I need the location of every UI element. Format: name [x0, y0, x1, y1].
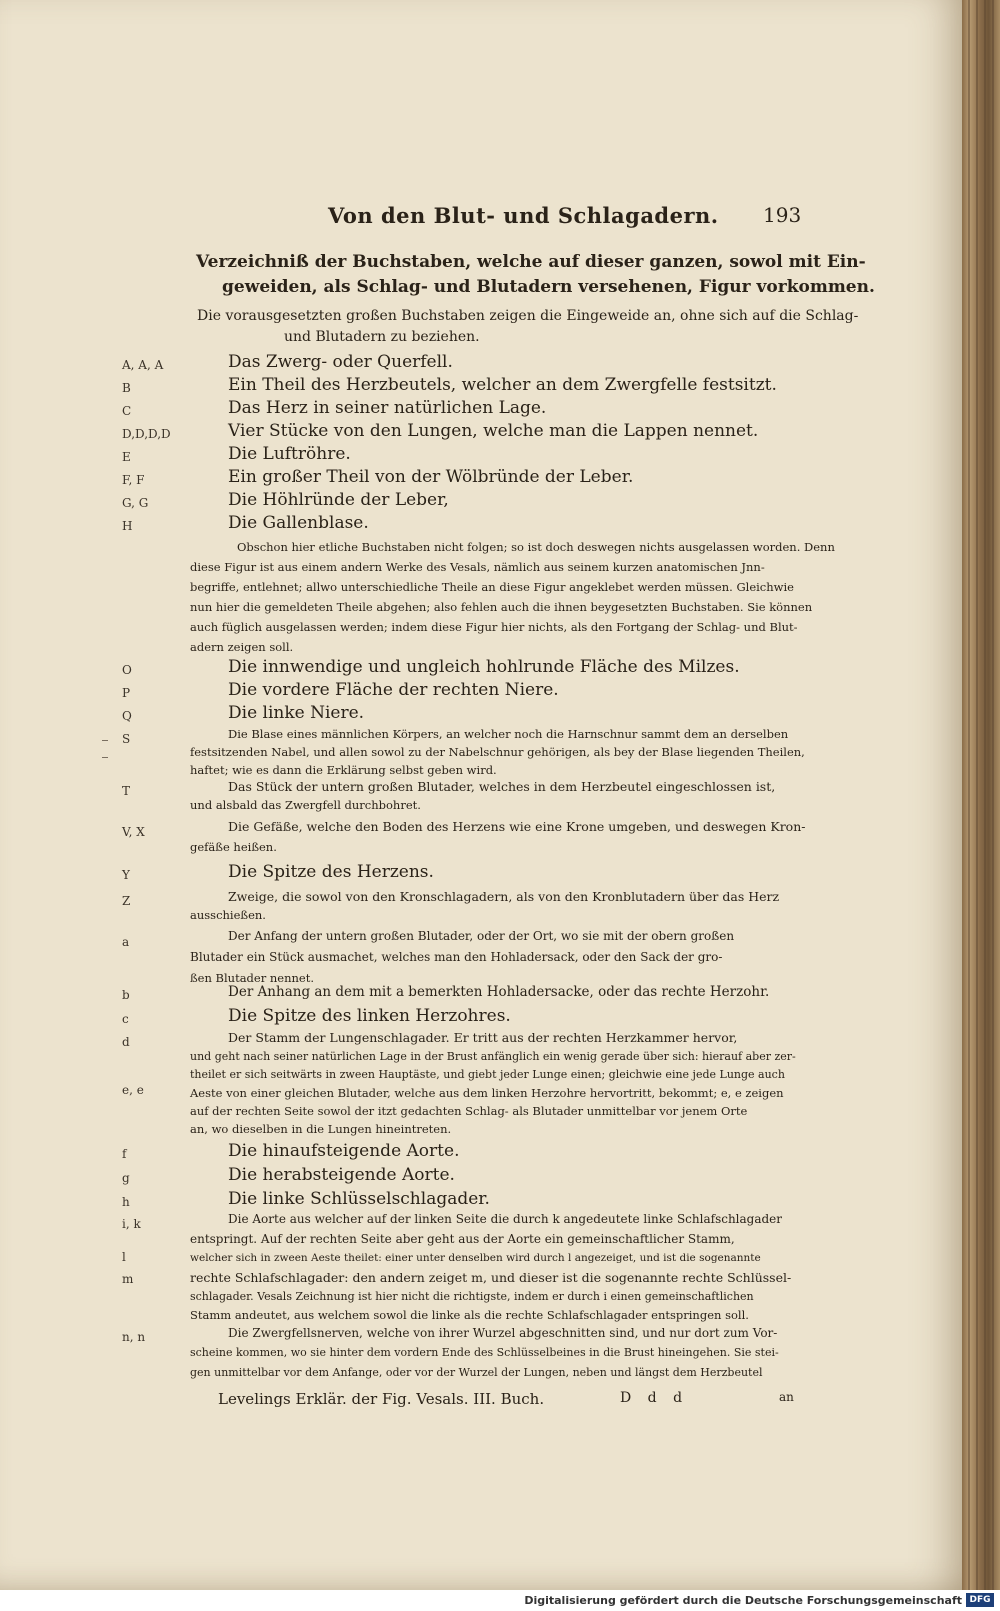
note-line-2: diese Figur ist aus einem andern Werke des Vesals, nämlich aus seinem kurzen anatomischen Jnn-	[190, 560, 765, 574]
entry-O: Die innwendige und ungleich hohlrunde Fläche des Milzes.	[228, 657, 740, 677]
note-line-3: begriffe, entlehnet; allwo unterschiedliche Theile an diese Figur angeklebet werden müssen. Gleichwie	[190, 580, 794, 594]
a-line-2: Blutader ein Stück ausmachet, welches man den Hohladersack, oder den Sack der gro-	[190, 950, 723, 964]
t-line-2: und alsbald das Zwergfell durchbohret.	[190, 798, 421, 812]
letter-S: S	[122, 732, 131, 746]
title-line-2: geweiden, als Schlag- und Blutadern versehenen, Figur vorkommen.	[222, 277, 875, 297]
note-line-4: nun hier die gemeldeten Theile abgehen; also fehlen auch die ihnen beygesetzten Buchstaben. Sie können	[190, 600, 813, 614]
s-line-3: haftet; wie es dann die Erklärung selbst geben wird.	[190, 763, 497, 777]
letter-D: D,D,D,D	[122, 427, 171, 441]
letter-d: d	[122, 1035, 130, 1049]
subtitle-line-2: und Blutadern zu beziehen.	[284, 329, 480, 345]
s-line-2: festsitzenden Nabel, und allen sowol zu der Nabelschnur gehörigen, als bey der Blase liegenden Theilen,	[190, 745, 805, 759]
sheet-mark: D d d	[620, 1390, 689, 1406]
signature-line: Levelings Erklär. der Fig. Vesals. III. Buch.	[218, 1390, 545, 1408]
letter-b: b	[122, 988, 130, 1002]
note-line-6: adern zeigen soll.	[190, 640, 294, 654]
letter-nn: n, n	[122, 1330, 146, 1344]
a-line-1: Der Anfang der untern großen Blutader, oder der Ort, wo sie mit der obern großen	[228, 929, 735, 943]
note-line-5: auch füglich ausgelassen werden; indem diese Figur hier nichts, als den Fortgang der Schlag- und Blut-	[190, 620, 798, 634]
ik-line-5: schlagader. Vesals Zeichnung ist hier nicht die richtigste, indem er durch i einen gemeinschaftlichen	[190, 1290, 754, 1303]
d-line-5: auf der rechten Seite sowol der itzt gedachten Schlag- als Blutader unmittelbar vor jenem Orte	[190, 1104, 748, 1118]
letter-O: O	[122, 663, 132, 677]
letter-m: m	[122, 1272, 134, 1286]
letter-H: H	[122, 519, 133, 533]
entry-A: Das Zwerg- oder Querfell.	[228, 352, 453, 372]
dfg-logo-icon: DFG	[966, 1593, 994, 1607]
entry-G: Die Höhlründe der Leber,	[228, 490, 449, 510]
d-line-1: Der Stamm der Lungenschlagader. Er tritt aus der rechten Herzkammer hervor,	[228, 1030, 738, 1045]
vx-line-1: Die Gefäße, welche den Boden des Herzens wie eine Krone umgeben, und deswegen Kron-	[228, 819, 806, 834]
d-line-4: Aeste von einer gleichen Blutader, welche aus dem linken Herzohre hervortritt, bekommt; e, e zeigen	[190, 1086, 784, 1100]
entry-D: Vier Stücke von den Lungen, welche man die Lappen nennet.	[228, 421, 759, 441]
a-line-3: ßen Blutader nennet.	[190, 971, 314, 985]
digitization-footer	[0, 1590, 1000, 1611]
letter-a: a	[122, 935, 130, 949]
book-edge	[962, 0, 1000, 1590]
entry-f: Die hinaufsteigende Aorte.	[228, 1141, 460, 1161]
ik-line-1: Die Aorte aus welcher auf der linken Seite die durch k angedeutete linke Schlafschlagader	[228, 1212, 783, 1226]
ik-line-6: Stamm andeutet, aus welchem sowol die linke als die rechte Schlafschlagader entspringen soll.	[190, 1308, 749, 1322]
letter-l: l	[122, 1250, 126, 1264]
t-line-1: Das Stück der untern großen Blutader, welches in dem Herzbeutel eingeschlossen ist,	[228, 779, 776, 794]
note-line-1: Obschon hier etliche Buchstaben nicht folgen; so ist doch deswegen nichts ausgelassen worden. Denn	[237, 540, 835, 554]
entry-Q: Die linke Niere.	[228, 703, 365, 723]
entry-Y: Die Spitze des Herzens.	[228, 862, 434, 882]
ik-line-4: rechte Schlafschlagader: den andern zeiget m, und dieser ist die sogenannte rechte Schlüssel-	[190, 1270, 792, 1285]
entry-E: Die Luftröhre.	[228, 444, 351, 464]
letter-VX: V, X	[122, 825, 145, 839]
letter-Z: Z	[122, 894, 131, 908]
entry-b: Der Anhang an dem mit a bemerkten Hohladersacke, oder das rechte Herzohr.	[228, 984, 770, 1000]
pencil-mark	[102, 740, 108, 741]
entry-c: Die Spitze des linken Herzohres.	[228, 1006, 511, 1026]
s-line-1: Die Blase eines männlichen Körpers, an welcher noch die Harnschnur sammt dem an derselben	[228, 727, 789, 741]
page-number: 193	[763, 203, 802, 227]
letter-ee: e, e	[122, 1083, 144, 1097]
ik-line-2: entspringt. Auf der rechten Seite aber geht aus der Aorte ein gemeinschaftlicher Stamm,	[190, 1232, 735, 1246]
d-line-2: und geht nach seiner natürlichen Lage in der Brust anfänglich ein wenig gerade über sich: hierauf aber zer-	[190, 1050, 796, 1063]
letter-F: F, F	[122, 473, 145, 487]
entry-F: Ein großer Theil von der Wölbründe der Leber.	[228, 467, 634, 487]
entry-C: Das Herz in seiner natürlichen Lage.	[228, 398, 547, 418]
ik-line-3: welcher sich in zween Aeste theilet: einer unter denselben wird durch l angezeiget, und ist die sogenannte	[190, 1252, 761, 1264]
letter-g: g	[122, 1171, 130, 1185]
running-head: Von den Blut- und Schlagadern.	[328, 203, 719, 228]
nn-line-2: scheine kommen, wo sie hinter dem vordern Ende des Schlüsselbeines in die Brust hineingehen. Sie stei-	[190, 1346, 779, 1359]
letter-Y: Y	[122, 868, 130, 882]
entry-h: Die linke Schlüsselschlagader.	[228, 1189, 490, 1209]
title-line-1: Verzeichniß der Buchstaben, welche auf dieser ganzen, sowol mit Ein-	[196, 252, 866, 272]
letter-G: G, G	[122, 496, 149, 510]
letter-C: C	[122, 404, 132, 418]
vx-line-2: gefäße heißen.	[190, 840, 277, 854]
letter-h: h	[122, 1195, 130, 1209]
nn-line-3: gen unmittelbar vor dem Anfange, oder vor der Wurzel der Lungen, neben und längst dem Herzbeutel	[190, 1366, 763, 1379]
entry-P: Die vordere Fläche der rechten Niere.	[228, 680, 559, 700]
entry-g: Die herabsteigende Aorte.	[228, 1165, 455, 1185]
letter-c: c	[122, 1012, 129, 1026]
letter-A: A, A, A	[122, 358, 164, 372]
entry-H: Die Gallenblase.	[228, 513, 369, 533]
letter-T: T	[122, 784, 131, 798]
footer-text: Digitalisierung gefördert durch die Deutsche Forschungsgemeinschaft	[524, 1594, 962, 1607]
letter-E: E	[122, 450, 131, 464]
subtitle-line-1: Die vorausgesetzten großen Buchstaben zeigen die Eingeweide an, ohne sich auf die Schlag-	[197, 308, 859, 324]
nn-line-1: Die Zwergfellsnerven, welche von ihrer Wurzel abgeschnitten sind, und nur dort zum Vor-	[228, 1326, 778, 1340]
letter-ik: i, k	[122, 1217, 141, 1231]
entry-B: Ein Theil des Herzbeutels, welcher an dem Zwergfelle festsitzt.	[228, 375, 777, 395]
pencil-mark	[102, 757, 108, 758]
d-line-6: an, wo dieselben in die Lungen hineintreten.	[190, 1122, 452, 1136]
d-line-3: theilet er sich seitwärts in zween Hauptäste, und giebt jeder Lunge einen; gleichwie eine jede Lunge auch	[190, 1068, 785, 1081]
letter-Q: Q	[122, 709, 132, 723]
z-line-1: Zweige, die sowol von den Kronschlagadern, als von den Kronblutadern über das Herz	[228, 889, 780, 904]
letter-f: f	[122, 1147, 127, 1161]
z-line-2: ausschießen.	[190, 908, 266, 922]
letter-B: B	[122, 381, 131, 395]
catchword: an	[779, 1390, 794, 1404]
letter-P: P	[122, 686, 131, 700]
